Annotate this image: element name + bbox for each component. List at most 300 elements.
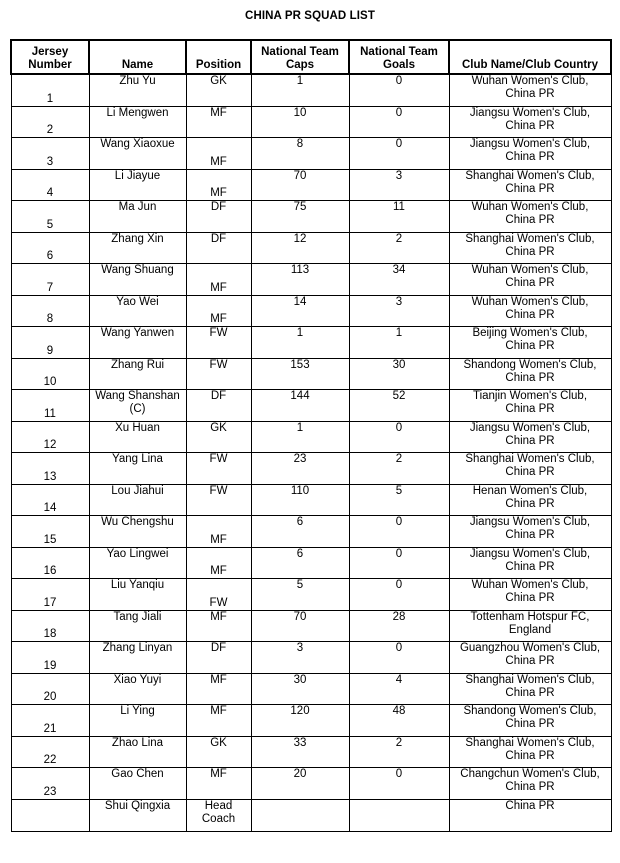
caps-cell [251, 264, 349, 296]
club-cell [449, 327, 611, 359]
player-name-cell [89, 516, 186, 548]
position-cell-text: MF [210, 313, 227, 325]
jersey-number-cell-text: 23 [43, 785, 57, 798]
table-row [11, 169, 611, 201]
goals-cell [349, 610, 449, 642]
caps-cell [251, 358, 349, 390]
table-row [11, 295, 611, 327]
goals-cell-text: 48 [392, 705, 406, 717]
jersey-number-cell-text: 2 [46, 124, 54, 136]
position-cell [186, 516, 251, 548]
position-cell [186, 106, 251, 138]
player-name-cell-text: Zhu Yu [119, 75, 156, 87]
squad-table [10, 39, 612, 832]
club-cell [449, 673, 611, 705]
club-cell-text: Jiangsu Women's Club, [469, 547, 591, 560]
club-cell-text: Jiangsu Women's Club, [469, 106, 591, 119]
table-row [11, 547, 611, 579]
table-row [11, 358, 611, 390]
club-cell-text: Shandong Women's Club, [463, 358, 597, 371]
goals-cell-text: 0 [395, 138, 403, 150]
caps-cell-text: 8 [296, 138, 304, 150]
table-row [11, 610, 611, 642]
club-cell [449, 421, 611, 453]
caps-cell [251, 169, 349, 201]
goals-cell [349, 768, 449, 800]
jersey-number-cell [11, 295, 89, 327]
jersey-number-cell [11, 484, 89, 516]
goals-cell-text: 0 [395, 768, 403, 780]
goals-cell-text: 5 [395, 484, 403, 497]
player-name-cell-text: Wang Xiaoxue [100, 138, 175, 150]
club-cell-text: China PR [505, 655, 555, 667]
goals-cell [349, 232, 449, 264]
jersey-number-cell [11, 547, 89, 579]
jersey-number-cell [11, 169, 89, 201]
jersey-number-cell-text: 15 [43, 533, 57, 546]
table-row [11, 484, 611, 516]
caps-cell [251, 201, 349, 233]
player-name-cell [89, 390, 186, 422]
club-cell [449, 106, 611, 138]
header-caps [251, 40, 349, 74]
club-cell-text: China PR [505, 403, 555, 415]
jersey-number-cell-text: 6 [46, 250, 54, 262]
caps-cell [251, 642, 349, 674]
club-cell-text: China PR [505, 308, 555, 321]
table-row [11, 421, 611, 453]
position-cell-text: MF [210, 705, 227, 717]
player-name-cell [89, 768, 186, 800]
club-cell-text: China PR [505, 560, 555, 573]
table-row [11, 327, 611, 359]
club-cell-text: China PR [505, 466, 555, 478]
club-cell [449, 358, 611, 390]
goals-cell-text: 0 [395, 75, 403, 87]
player-name-cell-text: Liu Yanqiu [110, 579, 165, 591]
position-cell-text: GK [210, 75, 227, 87]
player-name-cell-text: Lou Jiahui [111, 484, 164, 497]
jersey-number-cell-text: 8 [46, 313, 54, 325]
caps-cell-text: 10 [293, 106, 307, 119]
club-cell-text: China PR [505, 592, 555, 604]
club-cell-text: Shanghai Women's Club, [465, 169, 595, 182]
position-cell-text: MF [210, 155, 227, 168]
table-row [11, 673, 611, 705]
player-name-cell-text: Gao Chen [111, 768, 164, 780]
player-name-cell [89, 736, 186, 768]
caps-cell [251, 327, 349, 359]
club-cell-text: China PR [505, 88, 555, 100]
player-name-cell-text: Xu Huan [115, 421, 160, 434]
player-name-cell-text: Zhao Lina [111, 736, 164, 749]
player-name-cell [89, 642, 186, 674]
goals-cell-text: 0 [395, 642, 403, 654]
jersey-number-cell [11, 673, 89, 705]
header-goals [349, 40, 449, 74]
position-cell [186, 327, 251, 359]
table-row [11, 579, 611, 611]
goals-cell [349, 169, 449, 201]
club-cell-text: China PR [505, 119, 555, 132]
position-cell [186, 610, 251, 642]
jersey-number-cell [11, 201, 89, 233]
player-name-cell [89, 547, 186, 579]
position-cell-text: DF [210, 232, 227, 245]
goals-cell [349, 264, 449, 296]
club-cell-text: China PR [505, 434, 555, 447]
position-cell-text: MF [210, 610, 227, 623]
caps-cell [251, 484, 349, 516]
caps-cell-text: 153 [290, 358, 310, 371]
club-cell [449, 390, 611, 422]
player-name-cell [89, 673, 186, 705]
position-cell-text: DF [210, 642, 227, 654]
jersey-number-cell-text: 11 [44, 407, 56, 420]
jersey-number-cell [11, 736, 89, 768]
position-cell-text: MF [210, 281, 227, 294]
position-cell-text: GK [210, 736, 227, 749]
jersey-number-cell-text: 21 [43, 722, 57, 735]
player-name-cell-text: Yao Wei [116, 295, 159, 308]
goals-cell [349, 642, 449, 674]
goals-cell [349, 295, 449, 327]
table-row [11, 201, 611, 233]
table-row [11, 106, 611, 138]
player-name-cell [89, 327, 186, 359]
club-cell-text: Wuhan Women's Club, [471, 75, 589, 87]
goals-cell [349, 547, 449, 579]
position-cell [186, 579, 251, 611]
jersey-number-cell-text: 20 [43, 691, 57, 703]
goals-cell-text: 30 [392, 358, 406, 371]
caps-cell [251, 516, 349, 548]
header-jersey-number [11, 40, 89, 74]
position-cell [186, 768, 251, 800]
goals-cell-text: 34 [392, 264, 406, 276]
club-cell [449, 138, 611, 170]
jersey-number-cell [11, 327, 89, 359]
caps-cell [251, 799, 349, 831]
club-cell [449, 232, 611, 264]
goals-cell-text: 52 [392, 390, 406, 402]
caps-cell-text: 6 [296, 547, 304, 560]
goals-cell-text: 1 [395, 327, 403, 339]
jersey-number-cell-text: 7 [46, 281, 54, 294]
club-cell [449, 642, 611, 674]
caps-cell-text: 1 [296, 421, 304, 434]
jersey-number-cell-text: 16 [43, 565, 57, 577]
document-title: CHINA PR SQUAD LIST [245, 10, 375, 22]
player-name-cell [89, 705, 186, 737]
jersey-number-cell [11, 705, 89, 737]
jersey-number-cell-text: 1 [46, 92, 54, 105]
coach-position-cell [186, 799, 251, 831]
jersey-number-cell-text: 9 [46, 344, 54, 357]
position-cell-text: MF [210, 673, 227, 686]
goals-cell-text: 0 [395, 547, 403, 560]
caps-cell-text: 144 [290, 390, 310, 402]
position-cell-text: FW [209, 453, 228, 465]
club-cell [449, 295, 611, 327]
club-cell-text: England [508, 623, 552, 636]
club-cell-text: China PR [505, 497, 555, 510]
goals-cell [349, 421, 449, 453]
player-name-cell [89, 484, 186, 516]
jersey-number-cell [11, 106, 89, 138]
position-cell-text: FW [209, 327, 228, 339]
position-cell-text: MF [210, 187, 227, 199]
club-cell [449, 516, 611, 548]
club-cell [449, 264, 611, 296]
goals-cell [349, 579, 449, 611]
table-row [11, 736, 611, 768]
position-cell [186, 138, 251, 170]
jersey-number-cell [11, 453, 89, 485]
table-row [11, 642, 611, 674]
caps-cell [251, 295, 349, 327]
caps-cell [251, 421, 349, 453]
club-cell-text: Wuhan Women's Club, [471, 579, 589, 591]
table-row [11, 232, 611, 264]
caps-cell-text: 75 [293, 201, 307, 213]
goals-cell [349, 673, 449, 705]
player-name-cell [89, 358, 186, 390]
goals-cell-text: 3 [395, 295, 403, 308]
position-cell [186, 453, 251, 485]
club-cell-text: Wuhan Women's Club, [471, 295, 589, 308]
club-cell-text: Shanghai Women's Club, [465, 673, 595, 686]
header-row [11, 40, 611, 74]
player-name-cell-text: Yang Lina [112, 453, 163, 465]
goals-cell-text: 28 [392, 610, 406, 623]
club-cell-text: China PR [505, 340, 555, 352]
goals-cell [349, 453, 449, 485]
position-cell-text: DF [210, 390, 227, 402]
table-row [11, 705, 611, 737]
club-cell-text: China PR [505, 749, 555, 762]
position-cell [186, 390, 251, 422]
player-name-cell [89, 169, 186, 201]
position-cell [186, 736, 251, 768]
club-cell [449, 768, 611, 800]
club-cell-text: China PR [505, 151, 555, 163]
jersey-number-cell [11, 579, 89, 611]
club-cell [449, 74, 611, 106]
coach-row [11, 799, 611, 831]
header-goals-line1: National Team [360, 46, 438, 58]
goals-cell-text: 2 [395, 232, 403, 245]
jersey-number-cell-text: 3 [46, 155, 54, 168]
goals-cell-text: 0 [395, 106, 403, 119]
caps-cell [251, 138, 349, 170]
goals-cell-text: 0 [395, 579, 403, 591]
position-cell-text: GK [210, 421, 227, 434]
jersey-number-cell [11, 358, 89, 390]
player-name-cell [89, 295, 186, 327]
caps-cell-text: 70 [293, 610, 307, 623]
position-cell-text: MF [210, 768, 227, 780]
goals-cell [349, 358, 449, 390]
caps-cell-text: 1 [296, 75, 304, 87]
table-row [11, 74, 611, 106]
coach-name-cell-text: Shui Qingxia [104, 799, 171, 812]
goals-cell-text: 2 [395, 736, 403, 749]
club-cell-text: China PR [505, 214, 555, 226]
club-cell-text: Tianjin Women's Club, [472, 390, 588, 402]
player-name-cell-text: Li Ying [120, 705, 155, 717]
jersey-number-cell [11, 138, 89, 170]
goals-cell-text: 2 [395, 453, 403, 465]
player-name-cell-text: Zhang Xin [111, 232, 164, 245]
position-cell [186, 673, 251, 705]
player-name-cell-text: Li Jiayue [114, 169, 161, 182]
jersey-number-cell [11, 264, 89, 296]
goals-cell-text: 4 [395, 673, 403, 686]
jersey-number-cell [11, 610, 89, 642]
goals-cell [349, 799, 449, 831]
caps-cell [251, 673, 349, 705]
position-cell [186, 421, 251, 453]
caps-cell-text: 33 [293, 736, 307, 749]
player-name-cell-text: Wang Shanshan [95, 390, 180, 402]
table-row [11, 138, 611, 170]
player-name-cell [89, 579, 186, 611]
coach-position-cell-text: Coach [201, 812, 236, 825]
caps-cell [251, 579, 349, 611]
position-cell [186, 264, 251, 296]
caps-cell-text: 14 [293, 295, 307, 308]
club-cell-text: Jiangsu Women's Club, [469, 138, 591, 150]
jersey-number-cell [11, 232, 89, 264]
club-cell-text: China PR [505, 529, 555, 541]
player-name-cell-text: Zhang Rui [110, 358, 165, 371]
header-caps-line2: Caps [285, 59, 315, 71]
player-name-cell [89, 106, 186, 138]
club-cell-text: Tottenham Hotspur FC, [470, 610, 590, 623]
caps-cell-text: 110 [290, 484, 310, 497]
jersey-number-cell-text: 12 [43, 439, 57, 451]
club-cell-text: Henan Women's Club, [472, 484, 588, 497]
player-name-cell-text: Li Mengwen [106, 106, 169, 119]
jersey-number-cell-text: 18 [43, 628, 57, 640]
position-cell [186, 74, 251, 106]
caps-cell [251, 705, 349, 737]
caps-cell [251, 610, 349, 642]
position-cell [186, 642, 251, 674]
goals-cell-text: 3 [395, 169, 403, 182]
caps-cell [251, 390, 349, 422]
jersey-number-cell [11, 74, 89, 106]
jersey-number-cell-text: 4 [46, 187, 54, 199]
club-cell-text: Jiangsu Women's Club, [469, 516, 591, 528]
caps-cell-text: 1 [296, 327, 304, 339]
position-cell [186, 169, 251, 201]
club-cell-text: Beijing Women's Club, [472, 327, 588, 339]
jersey-number-cell [11, 516, 89, 548]
jersey-number-cell [11, 768, 89, 800]
club-cell [449, 705, 611, 737]
club-cell-text: Shandong Women's Club, [463, 705, 597, 717]
goals-cell [349, 390, 449, 422]
caps-cell-text: 113 [290, 264, 310, 276]
player-name-cell-text: (C) [129, 403, 146, 415]
club-cell-text: Shanghai Women's Club, [465, 453, 595, 465]
jersey-number-cell [11, 421, 89, 453]
club-cell-text: China PR [505, 718, 555, 730]
position-cell [186, 232, 251, 264]
header-caps-line1: National Team [261, 46, 339, 58]
jersey-number-cell [11, 799, 89, 831]
caps-cell [251, 547, 349, 579]
header-jersey-line2: Number [28, 59, 72, 71]
header-jersey-line1: Jersey [31, 46, 69, 58]
position-cell-text: MF [210, 106, 227, 119]
caps-cell-text: 3 [296, 642, 304, 654]
club-cell [449, 484, 611, 516]
position-cell [186, 358, 251, 390]
club-cell [449, 610, 611, 642]
table-row [11, 453, 611, 485]
player-name-cell-text: Tang Jiali [113, 610, 162, 623]
club-cell-text: Shanghai Women's Club, [465, 232, 595, 245]
goals-cell [349, 516, 449, 548]
club-cell [449, 169, 611, 201]
position-cell [186, 201, 251, 233]
jersey-number-cell-text: 22 [43, 754, 57, 766]
player-name-cell [89, 610, 186, 642]
player-name-cell [89, 421, 186, 453]
jersey-number-cell [11, 390, 89, 422]
player-name-cell-text: Wang Yanwen [100, 327, 175, 339]
player-name-cell-text: Wang Shuang [101, 264, 174, 276]
player-name-cell-text: Yao Lingwei [106, 547, 169, 560]
header-club: Club Name/Club Country [449, 40, 611, 74]
coach-name-cell [89, 799, 186, 831]
club-cell [449, 201, 611, 233]
position-cell-text: FW [209, 358, 228, 371]
club-cell-text: Changchun Women's Club, [460, 768, 600, 780]
club-cell-text: Shanghai Women's Club, [465, 736, 595, 749]
caps-cell-text: 70 [293, 169, 307, 182]
header-position: Position [186, 40, 251, 74]
club-cell [449, 799, 611, 831]
goals-cell-text: 0 [395, 421, 403, 434]
club-cell-text: China PR [505, 781, 555, 793]
goals-cell [349, 736, 449, 768]
player-name-cell-text: Zhang Linyan [102, 642, 173, 654]
table-row [11, 768, 611, 800]
position-cell [186, 705, 251, 737]
club-cell-text: China PR [505, 182, 555, 195]
position-cell [186, 295, 251, 327]
goals-cell-text: 0 [395, 516, 403, 528]
jersey-number-cell-text: 14 [43, 502, 57, 514]
player-name-cell [89, 201, 186, 233]
player-name-cell-text: Xiao Yuyi [113, 673, 162, 686]
position-cell-text: MF [210, 565, 227, 577]
goals-cell [349, 201, 449, 233]
caps-cell [251, 74, 349, 106]
caps-cell [251, 232, 349, 264]
club-cell-text: China PR [505, 245, 555, 258]
caps-cell-text: 20 [293, 768, 307, 780]
goals-cell [349, 138, 449, 170]
goals-cell [349, 74, 449, 106]
caps-cell [251, 106, 349, 138]
jersey-number-cell-text: 19 [43, 659, 57, 672]
table-row [11, 264, 611, 296]
